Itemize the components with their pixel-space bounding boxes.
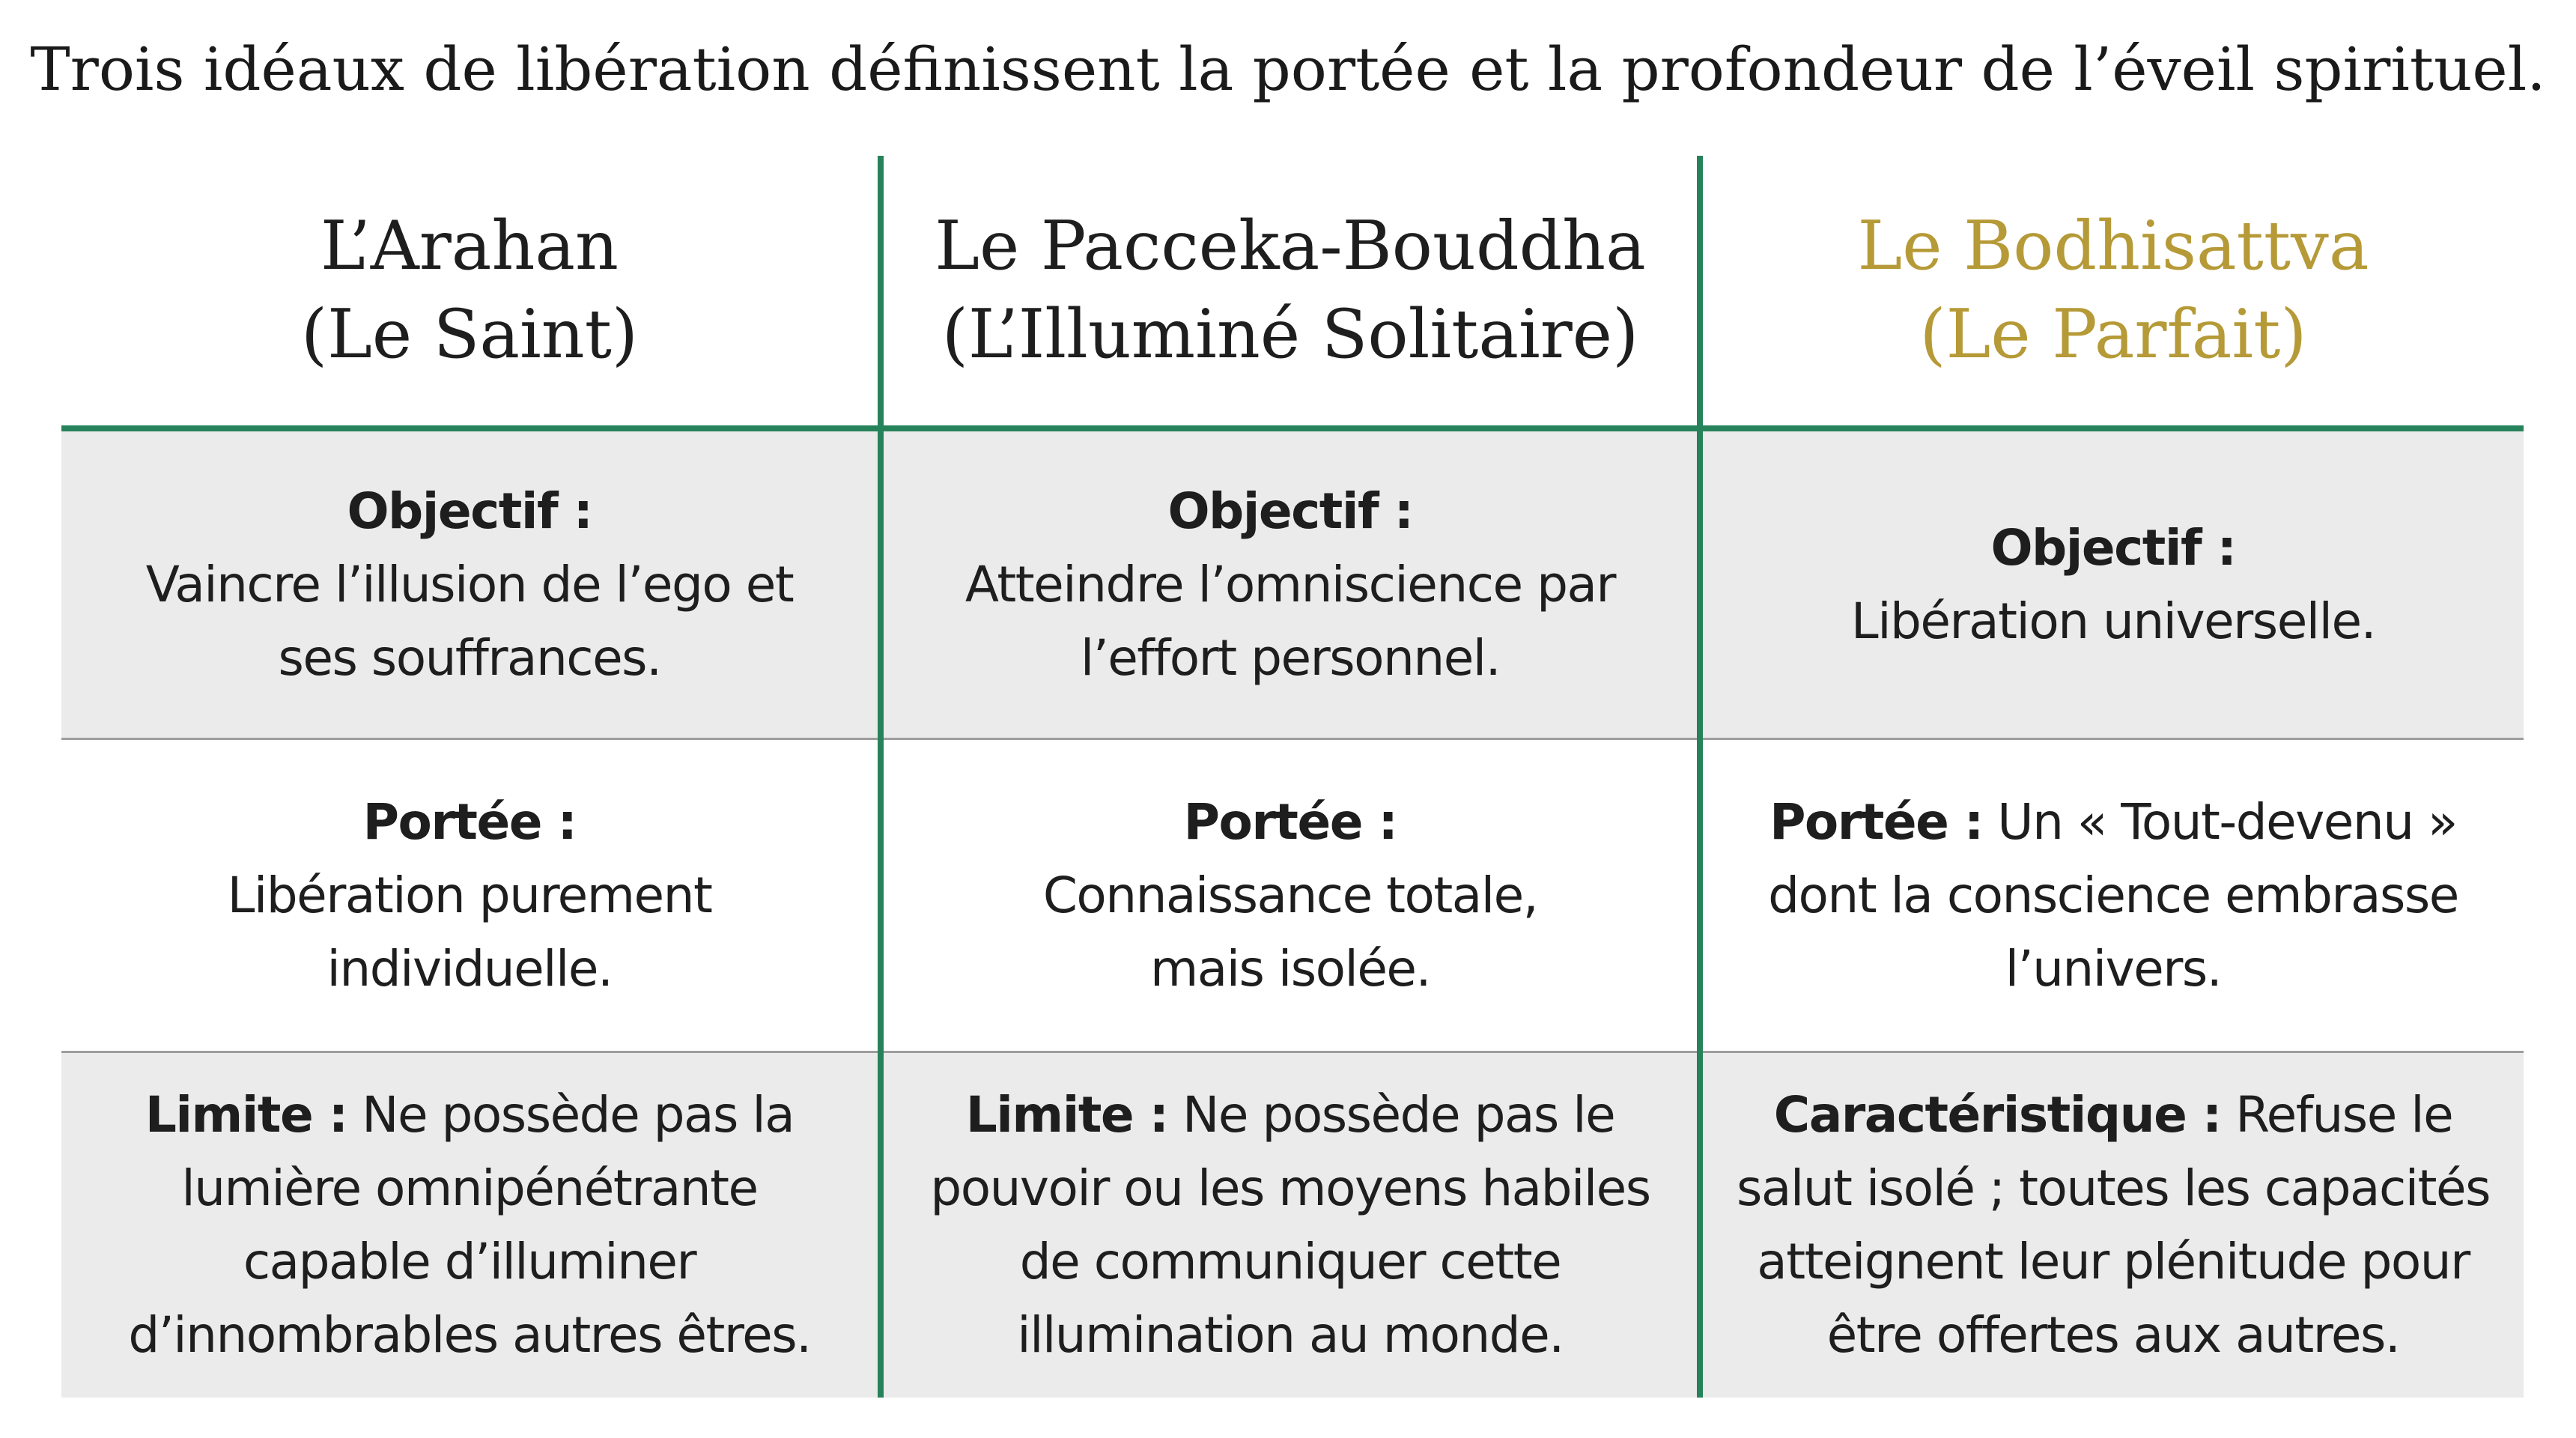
cell-text: d’innombrables autres êtres. bbox=[128, 1306, 811, 1364]
cell-text: atteignent leur plénitude pour bbox=[1757, 1233, 2470, 1290]
cell-text: capable d’illuminer bbox=[243, 1233, 696, 1290]
cell-label: Objectif : bbox=[347, 482, 592, 540]
cell-text: dont la conscience embrasse bbox=[1768, 866, 2458, 924]
cell-label: Objectif : bbox=[1167, 482, 1413, 540]
column-header-bodhisattva bbox=[1703, 156, 2524, 425]
cell-limite-arahan bbox=[61, 1053, 878, 1398]
cell-caracteristique-bodhisattva bbox=[1703, 1053, 2524, 1398]
cell-text: Ne possède pas le bbox=[1167, 1086, 1615, 1144]
cell-text: Ne possède pas la bbox=[347, 1086, 795, 1144]
page-title: Trois idéaux de libération définissent la portée et la profondeur de l’éveil spirituel. bbox=[30, 34, 2546, 104]
cell-text: lumière omnipénétrante bbox=[181, 1159, 758, 1217]
cell-limite-pacceka-bouddha bbox=[884, 1053, 1697, 1398]
cell-text: illumination au monde. bbox=[1017, 1306, 1564, 1364]
column-header-title: Le Bodhisattva bbox=[1857, 207, 2369, 285]
cell-label: Portée : bbox=[1183, 792, 1397, 851]
cell-text: l’univers. bbox=[2005, 939, 2222, 998]
cell-label: Limite : bbox=[965, 1086, 1168, 1144]
cell-text: Refuse le bbox=[2220, 1086, 2453, 1144]
cell-portee-arahan bbox=[61, 740, 878, 1051]
cell-text-first bbox=[1774, 1078, 2452, 1152]
cell-text: mais isolée. bbox=[1149, 939, 1431, 998]
cell-text: pouvoir ou les moyens habiles bbox=[930, 1159, 1650, 1217]
column-header-subtitle: (L’Illuminé Solitaire) bbox=[941, 295, 1639, 374]
cell-label: Caractéristique : bbox=[1773, 1086, 2221, 1144]
cell-objectif-bodhisattva bbox=[1703, 431, 2524, 738]
cell-text: de communiquer cette bbox=[1019, 1233, 1561, 1290]
cell-objectif-arahan bbox=[61, 431, 878, 738]
cell-text: être offertes aux autres. bbox=[1826, 1306, 2400, 1364]
cell-text: Atteindre l’omniscience par bbox=[965, 555, 1616, 613]
header-divider bbox=[61, 425, 2524, 431]
column-header-title: L’Arahan bbox=[320, 207, 619, 285]
cell-text: Connaissance totale, bbox=[1042, 866, 1538, 924]
column-header-pacceka-bouddha bbox=[884, 156, 1697, 425]
cell-text: individuelle. bbox=[326, 939, 613, 998]
column-divider bbox=[1697, 156, 1703, 1398]
column-header-subtitle: (Le Saint) bbox=[300, 295, 639, 374]
cell-text-first bbox=[145, 1078, 794, 1152]
cell-label: Objectif : bbox=[1990, 518, 2236, 577]
cell-text-first bbox=[1770, 786, 2457, 859]
cell-text: salut isolé ; toutes les capacités bbox=[1737, 1159, 2490, 1217]
cell-text: Vaincre l’illusion de l’ego et bbox=[145, 555, 794, 613]
cell-objectif-pacceka-bouddha bbox=[884, 431, 1697, 738]
column-divider bbox=[878, 156, 884, 1398]
cell-text: Libération purement bbox=[227, 866, 712, 924]
cell-text-first bbox=[966, 1078, 1614, 1152]
comparison-table bbox=[61, 156, 2524, 1398]
cell-text: Un « Tout-devenu » bbox=[1982, 792, 2457, 851]
cell-portee-pacceka-bouddha bbox=[884, 740, 1697, 1051]
column-header-arahan bbox=[61, 156, 878, 425]
cell-label: Portée : bbox=[1770, 792, 1983, 851]
cell-label: Limite : bbox=[145, 1086, 347, 1144]
cell-text: l’effort personnel. bbox=[1080, 628, 1501, 687]
cell-text: ses souffrances. bbox=[278, 628, 661, 687]
cell-text: Libération universelle. bbox=[1850, 592, 2376, 650]
cell-label: Portée : bbox=[362, 792, 577, 851]
column-header-subtitle: (Le Parfait) bbox=[1919, 295, 2307, 374]
cell-portee-bodhisattva bbox=[1703, 740, 2524, 1051]
column-header-title: Le Pacceka-Bouddha bbox=[935, 207, 1646, 285]
